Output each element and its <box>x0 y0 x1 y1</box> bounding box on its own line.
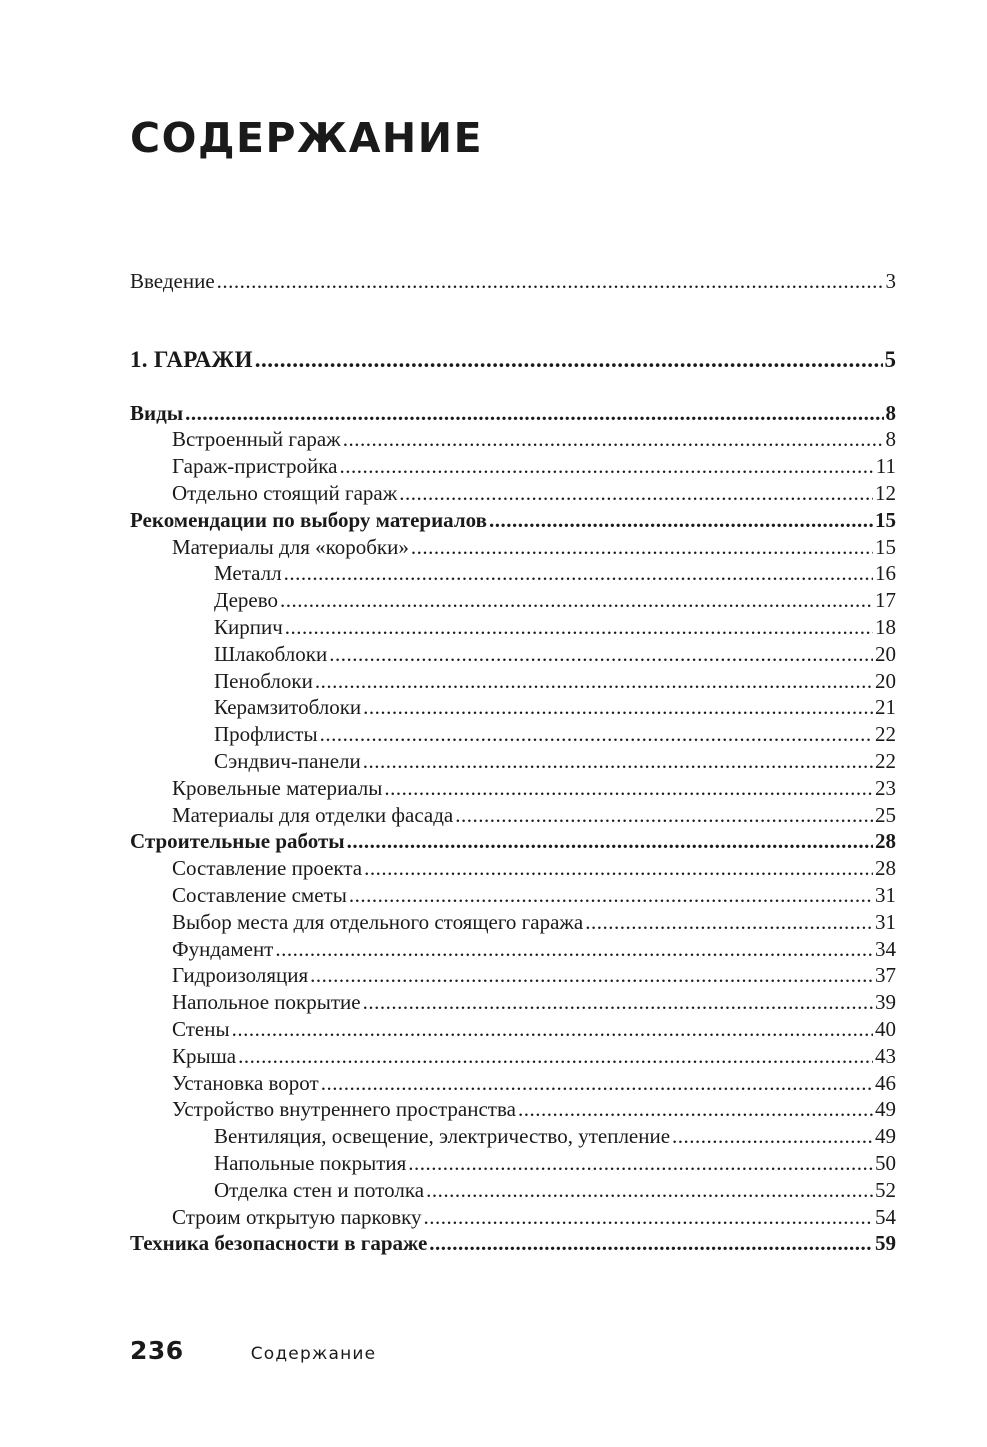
toc-entry-label: Устройство внутреннего пространства <box>172 1097 516 1122</box>
dot-leader <box>320 721 873 748</box>
dot-leader <box>315 668 873 695</box>
toc-entry[interactable] <box>130 989 896 1016</box>
toc-entry-label: Материалы для отделки фасада <box>172 802 454 827</box>
dot-leader <box>280 587 873 614</box>
dot-leader <box>426 1177 873 1204</box>
dot-leader <box>518 1096 873 1123</box>
dot-leader <box>672 1123 873 1150</box>
toc-entry-page: 18 <box>875 614 896 639</box>
toc-entry-page: 21 <box>875 695 896 720</box>
toc-entry-label: Составление проекта <box>172 856 363 881</box>
dot-leader <box>310 962 873 989</box>
toc-entry-page: 16 <box>875 561 896 586</box>
toc-entry-label: Кирпич <box>214 614 283 639</box>
toc-entry-label: Дерево <box>214 588 278 613</box>
toc-entry-page: 15 <box>875 507 896 532</box>
toc-entry-page: 59 <box>875 1231 896 1256</box>
toc-entry[interactable] <box>130 962 896 989</box>
toc-entry-label: Введение <box>130 269 215 293</box>
toc-entry-page: 20 <box>875 668 896 693</box>
toc-entry-page: 39 <box>875 990 896 1015</box>
toc-entry-page: 43 <box>875 1043 896 1068</box>
toc-entry[interactable] <box>130 936 896 963</box>
toc-entry-page: 11 <box>875 454 896 479</box>
dot-leader <box>321 1070 873 1097</box>
toc-entry-label: Гидроизоляция <box>172 963 309 988</box>
toc-entry-page: 23 <box>875 775 896 800</box>
toc-entry-label: Отделка стен и потолка <box>214 1177 425 1202</box>
toc-entry-label: Напольное покрытие <box>172 990 361 1015</box>
dot-leader <box>275 936 873 963</box>
toc-entry-page: 25 <box>875 802 896 827</box>
dot-leader <box>255 347 883 374</box>
toc-entry[interactable] <box>130 1230 896 1257</box>
toc-entry[interactable] <box>130 694 896 721</box>
dot-leader <box>489 507 873 534</box>
dot-leader <box>364 855 873 882</box>
toc-entry-page: 49 <box>875 1124 896 1149</box>
toc-entry-label: Составление сметы <box>172 882 347 907</box>
toc-entry[interactable] <box>130 400 896 427</box>
toc-entry[interactable] <box>130 882 896 909</box>
dot-leader <box>411 534 873 561</box>
toc-entry-label: Шлакоблоки <box>214 641 328 666</box>
dot-leader <box>363 989 873 1016</box>
toc-entry-label: Стены <box>172 1016 230 1041</box>
toc-entry[interactable] <box>130 614 896 641</box>
dot-leader <box>349 882 873 909</box>
dot-leader <box>455 802 873 829</box>
toc-entry-label: Отдельно стоящий гараж <box>172 480 398 505</box>
toc-entries <box>130 400 896 1258</box>
toc-entry[interactable] <box>130 480 896 507</box>
toc-entry-label: Строительные работы <box>130 829 345 854</box>
toc-entry-label: Вентиляция, освещение, электричество, утепление <box>214 1124 671 1149</box>
dot-leader <box>329 641 873 668</box>
running-title: Содержание <box>250 1344 377 1364</box>
table-of-contents <box>130 268 896 1257</box>
toc-entry-label: Крыша <box>172 1043 237 1068</box>
toc-entry[interactable] <box>130 1096 896 1123</box>
toc-entry-page: 12 <box>875 480 896 505</box>
toc-entry-page: 8 <box>885 427 896 452</box>
toc-entry[interactable] <box>130 668 896 695</box>
toc-entry-page: 50 <box>875 1150 896 1175</box>
toc-entry[interactable] <box>130 1043 896 1070</box>
dot-leader <box>339 453 873 480</box>
toc-entry[interactable] <box>130 828 896 855</box>
toc-entry-page: 52 <box>875 1177 896 1202</box>
dot-leader <box>399 480 873 507</box>
toc-entry-label: Профлисты <box>214 722 318 747</box>
toc-entry-label: Фундамент <box>172 936 274 961</box>
toc-entry-page: 15 <box>875 534 896 559</box>
toc-entry-page: 28 <box>875 856 896 881</box>
toc-entry[interactable] <box>130 1123 896 1150</box>
dot-leader <box>363 748 873 775</box>
toc-entry-page: 37 <box>875 963 896 988</box>
toc-entry[interactable] <box>130 453 896 480</box>
toc-entry-label: Выбор места для отдельного стоящего гаража <box>172 909 584 934</box>
toc-entry-page: 54 <box>875 1204 896 1229</box>
toc-entry-label: Кровельные материалы <box>172 775 383 800</box>
toc-entry-label: Встроенный гараж <box>172 427 341 452</box>
toc-entry-label: Виды <box>130 400 184 425</box>
toc-entry[interactable] <box>130 1070 896 1097</box>
dot-leader <box>185 400 883 427</box>
toc-entry[interactable] <box>130 909 896 936</box>
dot-leader <box>232 1016 873 1043</box>
toc-entry[interactable] <box>130 775 896 802</box>
dot-leader <box>408 1150 873 1177</box>
toc-entry-label: Напольные покрытия <box>214 1150 407 1175</box>
toc-entry[interactable] <box>130 721 896 748</box>
toc-entry[interactable] <box>130 802 896 829</box>
toc-entry-label: Строим открытую парковку <box>172 1204 422 1229</box>
toc-chapter-heading[interactable] <box>130 347 896 374</box>
toc-entry-page: 17 <box>875 588 896 613</box>
toc-entry-label: Материалы для «коробки» <box>172 534 409 559</box>
toc-entry[interactable] <box>130 560 896 587</box>
toc-entry-page: 40 <box>875 1016 896 1041</box>
toc-entry-page: 46 <box>875 1070 896 1095</box>
toc-entry-label: Сэндвич-панели <box>214 748 361 773</box>
toc-entry-label: Установка ворот <box>172 1070 319 1095</box>
page-number: 236 <box>130 1336 184 1365</box>
toc-entry[interactable] <box>130 534 896 561</box>
dot-leader <box>238 1043 873 1070</box>
toc-entry-label: Рекомендации по выбору материалов <box>130 507 487 532</box>
toc-entry-page: 8 <box>885 400 896 425</box>
toc-entry-page: 20 <box>875 641 896 666</box>
dot-leader <box>343 426 884 453</box>
toc-entry[interactable] <box>130 507 896 534</box>
toc-entry[interactable] <box>130 587 896 614</box>
dot-leader <box>585 909 873 936</box>
toc-entry[interactable] <box>130 1016 896 1043</box>
dot-leader <box>363 694 873 721</box>
dot-leader <box>217 268 884 295</box>
toc-entry-page: 3 <box>885 269 896 293</box>
toc-chapter-page: 5 <box>884 346 896 372</box>
toc-entry[interactable] <box>130 426 896 453</box>
toc-chapter-label: 1. ГАРАЖИ <box>130 346 253 372</box>
toc-entry-page: 22 <box>875 722 896 747</box>
toc-entry-page: 28 <box>875 829 896 854</box>
toc-entry-page: 31 <box>875 882 896 907</box>
toc-entry-intro[interactable] <box>130 268 896 295</box>
toc-entry[interactable] <box>130 855 896 882</box>
dot-leader <box>284 560 873 587</box>
toc-entry-page: 49 <box>875 1097 896 1122</box>
page-title: СОДЕРЖАНИЕ <box>130 114 484 162</box>
toc-entry[interactable] <box>130 748 896 775</box>
toc-entry-page: 31 <box>875 909 896 934</box>
dot-leader <box>429 1230 873 1257</box>
toc-entry[interactable] <box>130 1150 896 1177</box>
dot-leader <box>384 775 873 802</box>
toc-entry[interactable] <box>130 1204 896 1231</box>
toc-entry-page: 22 <box>875 748 896 773</box>
dot-leader <box>285 614 873 641</box>
toc-entry-label: Металл <box>214 561 282 586</box>
toc-entry[interactable] <box>130 641 896 668</box>
dot-leader <box>347 828 873 855</box>
page-footer <box>130 1336 376 1365</box>
toc-entry-label: Пеноблоки <box>214 668 313 693</box>
toc-entry-label: Техника безопасности в гараже <box>130 1231 428 1256</box>
dot-leader <box>424 1204 873 1231</box>
toc-entry-page: 34 <box>875 936 896 961</box>
toc-entry[interactable] <box>130 1177 896 1204</box>
toc-entry-label: Керамзитоблоки <box>214 695 362 720</box>
toc-entry-label: Гараж-пристройка <box>172 454 338 479</box>
